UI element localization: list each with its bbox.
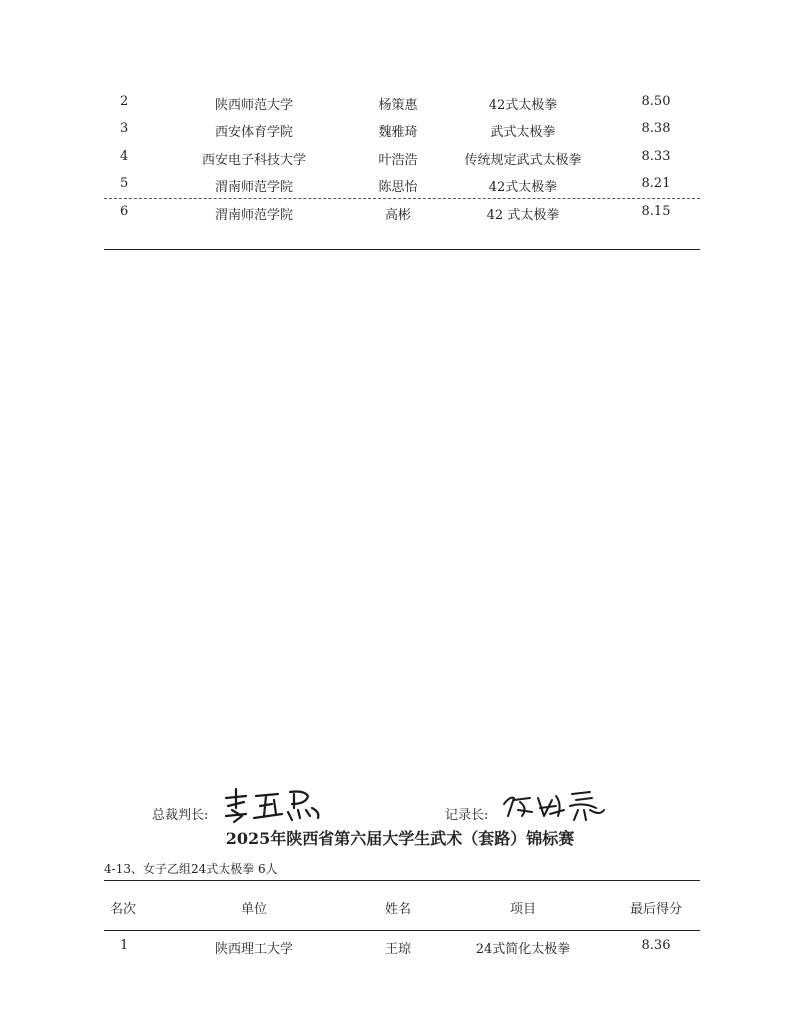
chief-referee-signature	[220, 786, 328, 826]
rank-cell: 2	[120, 94, 129, 109]
table-bottom-rule	[104, 249, 700, 250]
table-row: 5 渭南师范学院 陈思怡 42式太极拳 8.21	[120, 176, 671, 195]
rank-cell: 4	[120, 149, 129, 164]
recorder-signature	[500, 786, 608, 826]
table-row: 6 渭南师范学院 高彬 42 式太极拳 8.15	[120, 204, 671, 223]
table-row: 1 陕西理工大学 王琼 24式简化太极拳 8.36	[120, 938, 671, 957]
rank-cell: 3	[120, 121, 129, 136]
chief-referee-label: 总裁判长:	[152, 808, 209, 823]
table-top-rule	[104, 880, 700, 881]
table-row: 3 西安体育学院 魏雅琦 武式太极拳 8.38	[120, 121, 671, 140]
row-divider-dashed	[104, 198, 700, 199]
rank-cell: 6	[120, 204, 129, 219]
table-row: 4 西安电子科技大学 叶浩浩 传统规定武式太极拳 8.33	[120, 149, 671, 168]
header-bottom-rule	[104, 930, 700, 931]
table-row: 2 陕西师范大学 杨策惠 42式太极拳 8.50	[120, 94, 671, 113]
page-title: 2025年陕西省第六届大学生武术（套路）锦标赛	[225, 829, 575, 848]
rank-cell: 5	[120, 176, 129, 191]
rank-cell: 1	[120, 938, 129, 953]
table-header-row: 名次 单位 姓名 项目 最后得分	[104, 898, 700, 922]
recorder-label: 记录长:	[445, 808, 489, 823]
header-rank: 名次	[110, 902, 137, 917]
event-subtitle: 4-13、女子乙组24式太极拳 6人	[104, 862, 278, 876]
